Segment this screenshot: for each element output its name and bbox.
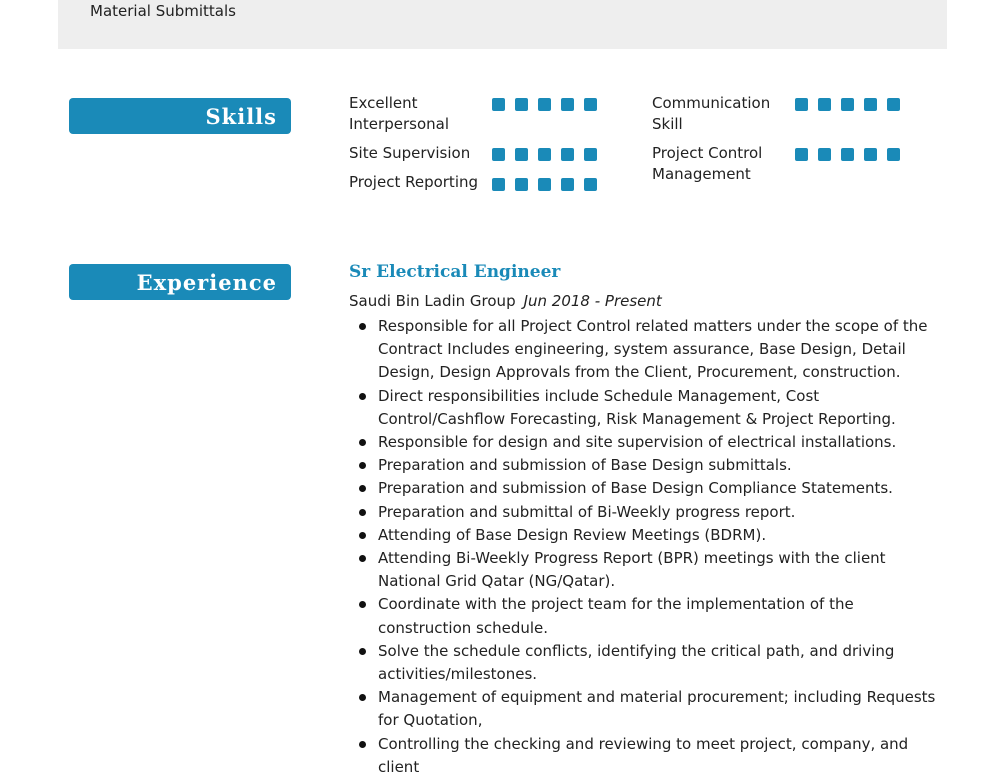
previous-section-item: Material Submittals [90, 2, 236, 20]
list-item: Solve the schedule conflicts, identifying the critical path, and driving activities/milestones. [378, 640, 948, 686]
rating-dot-filled [515, 178, 528, 191]
rating-dot-filled [561, 98, 574, 111]
list-item: Preparation and submittal of Bi-Weekly progress report. [378, 501, 948, 524]
rating-dot-filled [584, 178, 597, 191]
rating-dot-filled [492, 178, 505, 191]
list-item: Management of equipment and material procurement; including Requests for Quotation, [378, 686, 948, 732]
skill-rating [795, 148, 900, 161]
skill-name: Site Supervision [349, 144, 471, 162]
rating-dot-filled [492, 148, 505, 161]
rating-dot-filled [887, 98, 900, 111]
list-item: Responsible for design and site supervision of electrical installations. [378, 431, 948, 454]
rating-dot-filled [841, 98, 854, 111]
rating-dot-filled [887, 148, 900, 161]
rating-dot-filled [538, 148, 551, 161]
job-company-line [349, 292, 662, 310]
rating-dot-filled [584, 98, 597, 111]
skill-name: Project Control Management [652, 144, 763, 183]
skill-rating [492, 98, 597, 111]
rating-dot-filled [818, 148, 831, 161]
rating-dot-filled [584, 148, 597, 161]
list-item: Attending Bi-Weekly Progress Report (BPR) meetings with the client National Grid Qatar (NG/Qatar). [378, 547, 948, 593]
rating-dot-filled [818, 98, 831, 111]
skill-name: Excellent Interpersonal [349, 94, 449, 133]
list-item: Controlling the checking and reviewing to meet project, company, and client [378, 733, 948, 779]
skills-heading: Skills [69, 98, 291, 134]
experience-heading: Experience [69, 264, 291, 300]
rating-dot-filled [561, 178, 574, 191]
list-item: Responsible for all Project Control related matters under the scope of the Contract Includes engineering, system assurance, Base Design, Detail Design, Design Approvals from the Client, Procurement, construction. [378, 315, 948, 385]
list-item: Coordinate with the project team for the implementation of the construction schedule. [378, 593, 948, 639]
list-item: Attending of Base Design Review Meetings (BDRM). [378, 524, 948, 547]
skill-rating [492, 178, 597, 191]
rating-dot-filled [538, 178, 551, 191]
rating-dot-filled [538, 98, 551, 111]
rating-dot-filled [795, 148, 808, 161]
job-company: Saudi Bin Ladin Group [349, 292, 516, 310]
skill-name: Project Reporting [349, 173, 479, 191]
list-item: Direct responsibilities include Schedule Management, Cost Control/Cashflow Forecasting, Risk Management & Project Reporting. [378, 385, 948, 431]
rating-dot-filled [795, 98, 808, 111]
job-dates: Jun 2018 - Present [523, 292, 662, 310]
skill-name: Communication Skill [652, 94, 771, 133]
previous-section-band [58, 0, 947, 49]
skill-rating [492, 148, 597, 161]
job-title: Sr Electrical Engineer [349, 262, 561, 282]
rating-dot-filled [561, 148, 574, 161]
rating-dot-filled [864, 98, 877, 111]
rating-dot-filled [841, 148, 854, 161]
rating-dot-filled [515, 148, 528, 161]
rating-dot-filled [864, 148, 877, 161]
rating-dot-filled [515, 98, 528, 111]
job-responsibilities [378, 315, 948, 779]
list-item: Preparation and submission of Base Design submittals. [378, 454, 948, 477]
skill-rating [795, 98, 900, 111]
rating-dot-filled [492, 98, 505, 111]
list-item: Preparation and submission of Base Design Compliance Statements. [378, 477, 948, 500]
